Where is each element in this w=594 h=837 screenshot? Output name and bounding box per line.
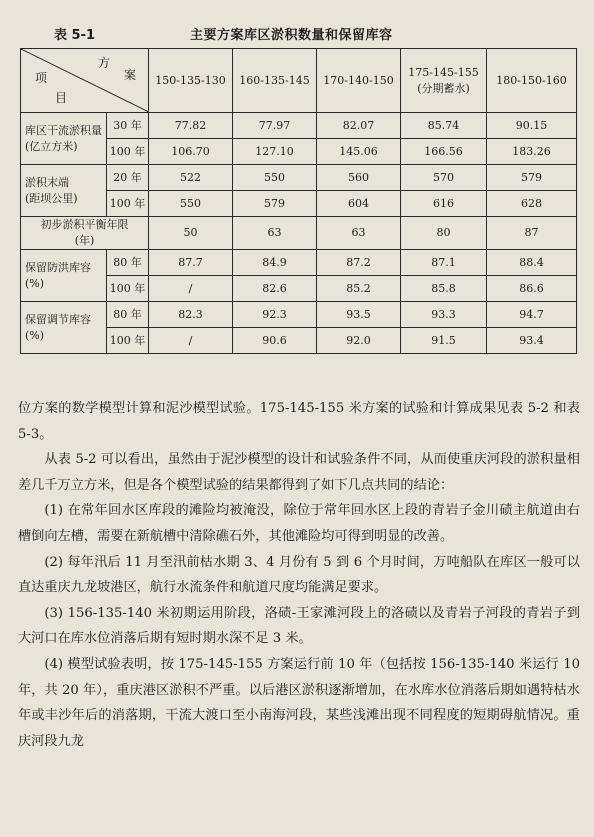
table-cell: 87.2 bbox=[317, 250, 401, 276]
table-cell: 87.1 bbox=[401, 250, 487, 276]
column-header-1: 150-135-130 bbox=[149, 49, 233, 113]
corner-label-mid-left: 项 bbox=[35, 71, 48, 85]
table-cell: 616 bbox=[401, 191, 487, 217]
column-header-2: 160-135-145 bbox=[233, 49, 317, 113]
table-cell: 560 bbox=[317, 165, 401, 191]
table-cell: 85.74 bbox=[401, 113, 487, 139]
table-cell: / bbox=[149, 276, 233, 302]
body-text bbox=[18, 396, 580, 754]
table-cell: 522 bbox=[149, 165, 233, 191]
column-header-4: 175-145-155 (分期蓄水) bbox=[401, 49, 487, 113]
column-header-5: 180-150-160 bbox=[487, 49, 577, 113]
paragraph-2: 从表 5-2 可以看出，虽然由于泥沙模型的设计和试验条件不同，从而使重庆河段的淤积量相差几千万立方米，但是各个模型试验的结果都得到了如下几点共同的结论： bbox=[18, 452, 580, 493]
table-cell: 90.15 bbox=[487, 113, 577, 139]
table-cell: 77.97 bbox=[233, 113, 317, 139]
row-sub-label: 30 年 bbox=[107, 113, 149, 139]
table-cell: 628 bbox=[487, 191, 577, 217]
column-header-3: 170-140-150 bbox=[317, 49, 401, 113]
table-caption bbox=[0, 24, 594, 46]
paragraph-5: (3) 156-135-140 米初期运用阶段，洛碛-王家滩河段上的洛碛以及青岩子河段的青岩子到大河口在库水位消落后期有短时期水深不足 3 米。 bbox=[18, 605, 580, 647]
row-group-label: 淤积末端 (距坝公里) bbox=[21, 165, 107, 217]
table-cell: 87 bbox=[487, 217, 577, 250]
table-cell: 145.06 bbox=[317, 139, 401, 165]
paragraph-4: (2) 每年汛后 11 月至汛前枯水期 3、4 月份有 5 到 6 个月时间，万吨船队在库区一般可以直达重庆九龙坡港区，航行水流条件和航道尺度均能满足要求。 bbox=[18, 554, 580, 596]
table-cell: 80 bbox=[401, 217, 487, 250]
table-cell: 93.5 bbox=[317, 302, 401, 328]
table-cell: 84.9 bbox=[233, 250, 317, 276]
corner-label-bottom: 目 bbox=[55, 91, 68, 105]
paragraph-3: (1) 在常年回水区库段的滩险均被淹没，除位于常年回水区上段的青岩子金川碛主航道由右槽倒向左槽，需要在新航槽中清除礁石外，其他滩险均可得到明显的改善。 bbox=[18, 503, 580, 544]
row-sub-label: 20 年 bbox=[107, 165, 149, 191]
row-sub-label: 80 年 bbox=[107, 250, 149, 276]
row-group-label: 保留防洪库容 (%) bbox=[21, 250, 107, 302]
table-cell: 93.4 bbox=[487, 328, 577, 354]
table-cell: 91.5 bbox=[401, 328, 487, 354]
table-cell: 82.3 bbox=[149, 302, 233, 328]
table-row bbox=[21, 217, 577, 250]
table-cell: 90.6 bbox=[233, 328, 317, 354]
table-cell: 93.3 bbox=[401, 302, 487, 328]
table-cell: 166.56 bbox=[401, 139, 487, 165]
row-sub-label: 100 年 bbox=[107, 139, 149, 165]
row-group-label: 库区干流淤积量 (亿立方米) bbox=[21, 113, 107, 165]
table-row bbox=[21, 250, 577, 276]
table-cell: 92.3 bbox=[233, 302, 317, 328]
table-cell: 570 bbox=[401, 165, 487, 191]
table-cell: 106.70 bbox=[149, 139, 233, 165]
row-group-label: 保留调节库容 (%) bbox=[21, 302, 107, 354]
table-cell: 94.7 bbox=[487, 302, 577, 328]
table-cell: 88.4 bbox=[487, 250, 577, 276]
table-cell: 63 bbox=[233, 217, 317, 250]
header-corner-cell bbox=[21, 49, 149, 113]
corner-label-mid-right: 案 bbox=[123, 68, 136, 82]
row-sub-label: 100 年 bbox=[107, 276, 149, 302]
table-cell: 63 bbox=[317, 217, 401, 250]
row-sub-label: 80 年 bbox=[107, 302, 149, 328]
table-title: 主要方案库区淤积数量和保留库容 bbox=[190, 28, 393, 43]
corner-label-top: 方 bbox=[97, 56, 110, 70]
table-cell: 550 bbox=[233, 165, 317, 191]
table-number: 表 5-1 bbox=[54, 28, 96, 43]
table-cell: 77.82 bbox=[149, 113, 233, 139]
row-sub-label: 100 年 bbox=[107, 328, 149, 354]
table-cell: 127.10 bbox=[233, 139, 317, 165]
paragraph-1: 位方案的数学模型计算和泥沙模型试验。175-145-155 米方案的试验和计算成果见表 5-2 和表 5-3。 bbox=[18, 401, 580, 442]
paragraph-6: (4) 模型试验表明，按 175-145-155 方案运行前 10 年（包括按 156-135-140 米运行 10 年，共 20 年），重庆港区淤积不严重。以后港区淤积逐渐增加，在水库水位消落后期如遇特枯水年或丰沙年后的消落期，干流大渡口至小南海河段，某些浅滩出现不同程度的短期碍航情况。重庆河段九龙 bbox=[18, 656, 580, 749]
table-cell: 550 bbox=[149, 191, 233, 217]
table-cell: 50 bbox=[149, 217, 233, 250]
table-cell: 92.0 bbox=[317, 328, 401, 354]
table-cell: 82.6 bbox=[233, 276, 317, 302]
row-sub-label: 100 年 bbox=[107, 191, 149, 217]
data-table bbox=[20, 48, 577, 354]
row-group-label: 初步淤积平衡年限 (年) bbox=[21, 217, 149, 250]
table-row bbox=[21, 302, 577, 328]
table-cell: 87.7 bbox=[149, 250, 233, 276]
table-cell: 183.26 bbox=[487, 139, 577, 165]
table-cell: 82.07 bbox=[317, 113, 401, 139]
table-cell: 85.2 bbox=[317, 276, 401, 302]
table-row bbox=[21, 113, 577, 139]
table-cell: 579 bbox=[233, 191, 317, 217]
table-row bbox=[21, 165, 577, 191]
table-cell: 579 bbox=[487, 165, 577, 191]
table-cell: 85.8 bbox=[401, 276, 487, 302]
table-cell: 604 bbox=[317, 191, 401, 217]
table-cell: 86.6 bbox=[487, 276, 577, 302]
table-cell: / bbox=[149, 328, 233, 354]
table-header-row bbox=[21, 49, 577, 113]
